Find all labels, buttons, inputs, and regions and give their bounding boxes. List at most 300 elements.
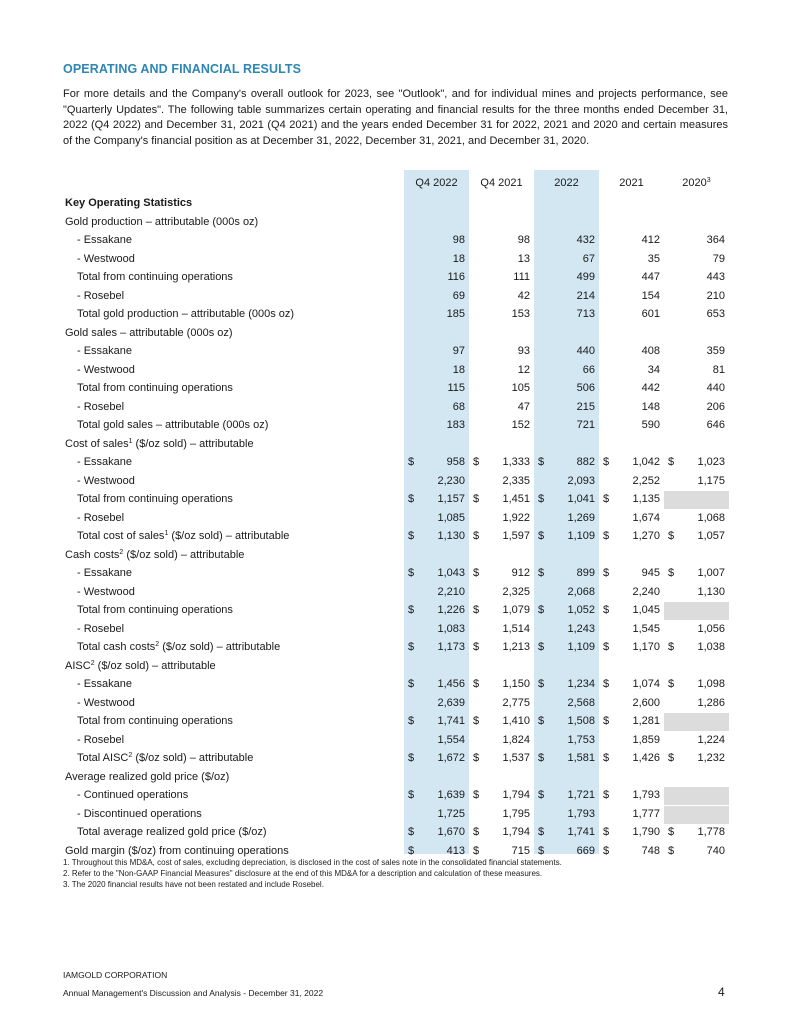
cell-value: 1,672 bbox=[437, 752, 465, 764]
column-header bbox=[469, 177, 534, 189]
currency-symbol: $ bbox=[473, 567, 480, 579]
value-cell bbox=[664, 530, 729, 545]
value-cell bbox=[404, 734, 469, 749]
cell-value: 506 bbox=[576, 382, 595, 394]
cell-value: 412 bbox=[641, 234, 660, 246]
empty-cell bbox=[664, 713, 729, 731]
table-row bbox=[63, 565, 730, 584]
value-cell bbox=[404, 456, 469, 471]
cell-value: 1,554 bbox=[437, 733, 465, 746]
cell-value: 1,597 bbox=[502, 530, 530, 542]
row-label-text: - Rosebel bbox=[77, 511, 125, 524]
value-cell bbox=[664, 253, 729, 268]
row-label bbox=[65, 660, 216, 672]
currency-symbol: $ bbox=[603, 789, 610, 801]
row-label-text: - Westwood bbox=[77, 585, 135, 598]
cell-value: 1,130 bbox=[437, 530, 465, 542]
cell-value: 1,083 bbox=[437, 622, 465, 635]
footnote-2: 2. Refer to the "Non-GAAP Financial Measures" disclosure at the end of this MD&A for a description and calculation of these measures. bbox=[63, 869, 543, 878]
row-label bbox=[77, 752, 253, 764]
value-cell bbox=[664, 308, 729, 323]
value-cell bbox=[599, 845, 664, 860]
cell-value: 1,778 bbox=[697, 826, 725, 838]
cell-value: 105 bbox=[511, 382, 530, 394]
cell-value: 1,286 bbox=[697, 696, 725, 709]
value-cell bbox=[664, 697, 729, 712]
cell-value: 34 bbox=[647, 363, 660, 376]
cell-value: 2,775 bbox=[502, 696, 530, 709]
currency-symbol: $ bbox=[603, 752, 610, 764]
row-label bbox=[77, 789, 188, 801]
value-cell bbox=[664, 401, 729, 416]
row-label-text: Gold margin ($/oz) from continuing operations bbox=[65, 844, 289, 857]
row-label bbox=[77, 678, 132, 690]
cell-value: 1,085 bbox=[437, 511, 465, 524]
value-cell bbox=[469, 419, 534, 434]
footnote-marker: 2 bbox=[155, 641, 160, 648]
row-label-text: Gold sales – attributable (000s oz) bbox=[65, 326, 233, 339]
cell-value: 1,234 bbox=[567, 678, 595, 690]
cell-value: 2,568 bbox=[567, 696, 595, 709]
value-cell bbox=[404, 364, 469, 379]
value-cell bbox=[469, 641, 534, 656]
cell-value: 1,135 bbox=[632, 493, 660, 505]
table-row bbox=[63, 824, 730, 843]
cell-value: 882 bbox=[576, 456, 595, 468]
footnote-marker: 3 bbox=[706, 177, 711, 184]
currency-symbol: $ bbox=[538, 715, 545, 727]
cell-value: 1,674 bbox=[632, 511, 660, 524]
cell-value: 206 bbox=[706, 400, 725, 413]
value-cell bbox=[469, 715, 534, 730]
table-row bbox=[63, 602, 730, 621]
value-cell bbox=[599, 308, 664, 323]
table-row bbox=[63, 269, 730, 288]
currency-symbol: $ bbox=[668, 456, 675, 468]
cell-value: 590 bbox=[641, 419, 660, 431]
row-label-text: Key Operating Statistics bbox=[65, 197, 193, 209]
row-label-text: Total gold sales – attributable (000s oz) bbox=[77, 419, 269, 431]
value-cell bbox=[534, 678, 599, 693]
cell-value: 2,230 bbox=[437, 474, 465, 487]
column-header-label: Q4 2022 bbox=[415, 177, 458, 189]
cell-value: 18 bbox=[452, 363, 465, 376]
value-cell bbox=[469, 697, 534, 712]
currency-symbol: $ bbox=[408, 752, 415, 764]
cell-value: 1,043 bbox=[437, 567, 465, 579]
value-cell bbox=[404, 419, 469, 434]
row-label-text: - Rosebel bbox=[77, 733, 125, 746]
value-cell bbox=[664, 678, 729, 693]
cell-value: 79 bbox=[712, 252, 725, 265]
cell-value: 1,109 bbox=[567, 641, 595, 653]
currency-symbol: $ bbox=[668, 826, 675, 838]
value-cell bbox=[599, 623, 664, 638]
value-cell bbox=[534, 419, 599, 434]
cell-value: 2,240 bbox=[632, 585, 660, 598]
cell-value: 748 bbox=[641, 844, 660, 857]
table-row bbox=[63, 639, 730, 658]
value-cell bbox=[404, 345, 469, 360]
cell-value: 1,023 bbox=[697, 456, 725, 468]
currency-symbol: $ bbox=[668, 641, 675, 653]
value-cell bbox=[469, 623, 534, 638]
value-cell bbox=[469, 734, 534, 749]
value-cell bbox=[469, 308, 534, 323]
currency-symbol: $ bbox=[473, 715, 480, 727]
value-cell bbox=[664, 512, 729, 527]
cell-value: 1,670 bbox=[437, 826, 465, 838]
row-label bbox=[77, 697, 135, 709]
cell-value: 1,426 bbox=[632, 752, 660, 764]
row-label-suffix: ($/oz sold) – attributable bbox=[168, 530, 290, 542]
row-label-text: Total from continuing operations bbox=[77, 715, 233, 727]
cell-value: 912 bbox=[511, 567, 530, 579]
table-row bbox=[63, 343, 730, 362]
value-cell bbox=[404, 604, 469, 619]
value-cell bbox=[664, 567, 729, 582]
value-cell bbox=[664, 382, 729, 397]
cell-value: 1,270 bbox=[632, 530, 660, 542]
value-cell bbox=[664, 345, 729, 360]
value-cell bbox=[404, 308, 469, 323]
cell-value: 1,333 bbox=[502, 456, 530, 468]
cell-value: 1,056 bbox=[697, 622, 725, 635]
value-cell bbox=[664, 641, 729, 656]
cell-value: 1,042 bbox=[632, 456, 660, 468]
cell-value: 408 bbox=[641, 345, 660, 357]
row-label bbox=[77, 493, 233, 505]
value-cell bbox=[534, 530, 599, 545]
value-cell bbox=[404, 512, 469, 527]
currency-symbol: $ bbox=[603, 678, 610, 690]
table-row bbox=[63, 787, 730, 806]
row-label bbox=[77, 234, 132, 246]
row-label bbox=[77, 826, 267, 838]
value-cell bbox=[599, 401, 664, 416]
cell-value: 669 bbox=[576, 844, 595, 857]
currency-symbol: $ bbox=[408, 567, 415, 579]
cell-value: 42 bbox=[517, 289, 530, 302]
value-cell bbox=[404, 789, 469, 804]
currency-symbol: $ bbox=[668, 844, 675, 857]
table-row bbox=[63, 214, 730, 233]
value-cell bbox=[534, 382, 599, 397]
row-label bbox=[77, 715, 233, 727]
row-label-suffix: ($/oz sold) – attributable bbox=[94, 659, 216, 672]
value-cell bbox=[664, 456, 729, 471]
value-cell bbox=[404, 290, 469, 305]
currency-symbol: $ bbox=[408, 456, 415, 468]
table-row bbox=[63, 399, 730, 418]
value-cell bbox=[404, 530, 469, 545]
row-label-text: - Essakane bbox=[77, 456, 133, 468]
currency-symbol: $ bbox=[538, 678, 545, 690]
cell-value: 1,859 bbox=[632, 733, 660, 746]
currency-symbol: $ bbox=[473, 752, 480, 764]
row-label bbox=[77, 382, 233, 394]
currency-symbol: $ bbox=[538, 567, 545, 579]
value-cell bbox=[469, 512, 534, 527]
value-cell bbox=[599, 290, 664, 305]
value-cell bbox=[534, 641, 599, 656]
cell-value: 713 bbox=[576, 308, 595, 320]
value-cell bbox=[469, 789, 534, 804]
value-cell bbox=[599, 734, 664, 749]
value-cell bbox=[469, 364, 534, 379]
cell-value: 1,173 bbox=[437, 641, 465, 653]
column-header bbox=[534, 177, 599, 189]
cell-value: 1,045 bbox=[632, 604, 660, 616]
empty-cell bbox=[664, 491, 729, 509]
value-cell bbox=[534, 604, 599, 619]
cell-value: 958 bbox=[446, 456, 465, 468]
value-cell bbox=[599, 808, 664, 823]
cell-value: 2,210 bbox=[437, 585, 465, 598]
row-label bbox=[77, 271, 233, 283]
value-cell bbox=[599, 715, 664, 730]
value-cell bbox=[599, 752, 664, 767]
value-cell bbox=[404, 567, 469, 582]
cell-value: 1,795 bbox=[502, 807, 530, 820]
value-cell bbox=[664, 290, 729, 305]
currency-symbol: $ bbox=[538, 456, 545, 468]
cell-value: 35 bbox=[647, 252, 660, 265]
value-cell bbox=[534, 512, 599, 527]
row-label-text: - Discontinued operations bbox=[77, 807, 202, 820]
row-label-text: Total AISC bbox=[77, 752, 129, 764]
cell-value: 214 bbox=[576, 289, 595, 302]
currency-symbol: $ bbox=[408, 715, 415, 727]
value-cell bbox=[534, 808, 599, 823]
cell-value: 1,793 bbox=[632, 789, 660, 801]
value-cell bbox=[534, 734, 599, 749]
table-row bbox=[63, 713, 730, 732]
currency-symbol: $ bbox=[538, 493, 545, 505]
cell-value: 67 bbox=[582, 252, 595, 265]
row-label-text: - Rosebel bbox=[77, 289, 125, 302]
value-cell bbox=[404, 678, 469, 693]
table-row bbox=[63, 473, 730, 492]
row-label bbox=[65, 845, 289, 857]
column-header bbox=[664, 177, 729, 189]
footnote-1: 1. Throughout this MD&A, cost of sales, excluding depreciation, is disclosed in the cost of sales note in the consolidated financial statements. bbox=[63, 858, 562, 867]
value-cell bbox=[534, 364, 599, 379]
currency-symbol: $ bbox=[603, 641, 610, 653]
currency-symbol: $ bbox=[668, 678, 675, 690]
currency-symbol: $ bbox=[538, 530, 545, 542]
value-cell bbox=[534, 475, 599, 490]
value-cell bbox=[599, 678, 664, 693]
cell-value: 1,041 bbox=[567, 493, 595, 505]
column-header bbox=[404, 177, 469, 189]
cell-value: 715 bbox=[511, 844, 530, 857]
row-label bbox=[77, 456, 132, 468]
cell-value: 18 bbox=[452, 252, 465, 265]
value-cell bbox=[664, 752, 729, 767]
cell-value: 359 bbox=[706, 345, 725, 357]
value-cell bbox=[534, 456, 599, 471]
currency-symbol: $ bbox=[538, 752, 545, 764]
column-header-label: 2020 bbox=[682, 177, 707, 189]
table-row bbox=[63, 325, 730, 344]
cell-value: 1,410 bbox=[502, 715, 530, 727]
cell-value: 1,130 bbox=[697, 585, 725, 598]
cell-value: 1,074 bbox=[632, 678, 660, 690]
value-cell bbox=[404, 586, 469, 601]
row-label-text: Cost of sales bbox=[65, 437, 129, 450]
row-label bbox=[77, 623, 124, 635]
value-cell bbox=[404, 234, 469, 249]
row-label bbox=[77, 419, 268, 431]
value-cell bbox=[469, 808, 534, 823]
cell-value: 646 bbox=[706, 419, 725, 431]
cell-value: 1,007 bbox=[697, 567, 725, 579]
row-label bbox=[77, 512, 124, 524]
row-label-text: - Westwood bbox=[77, 696, 135, 709]
currency-symbol: $ bbox=[538, 641, 545, 653]
column-header-label: Q4 2021 bbox=[480, 177, 523, 189]
row-label bbox=[77, 290, 124, 302]
cell-value: 81 bbox=[712, 363, 725, 376]
value-cell bbox=[599, 419, 664, 434]
currency-symbol: $ bbox=[603, 844, 610, 857]
row-label-text: Average realized gold price ($/oz) bbox=[65, 770, 230, 783]
cell-value: 116 bbox=[447, 271, 465, 283]
row-label bbox=[77, 475, 135, 487]
row-label-suffix: ($/oz sold) – attributable bbox=[159, 641, 281, 653]
value-cell bbox=[599, 271, 664, 286]
value-cell bbox=[534, 308, 599, 323]
column-header-label: 2022 bbox=[554, 177, 579, 189]
currency-symbol: $ bbox=[473, 604, 480, 616]
row-label bbox=[77, 253, 135, 265]
cell-value: 1,790 bbox=[632, 826, 660, 838]
row-label-text: Total cash costs bbox=[77, 641, 156, 653]
currency-symbol: $ bbox=[538, 844, 545, 857]
cell-value: 154 bbox=[641, 289, 660, 302]
value-cell bbox=[599, 382, 664, 397]
footnote-marker: 1 bbox=[128, 437, 133, 445]
currency-symbol: $ bbox=[408, 604, 415, 616]
value-cell bbox=[599, 493, 664, 508]
cell-value: 1,537 bbox=[502, 752, 530, 764]
value-cell bbox=[664, 271, 729, 286]
value-cell bbox=[599, 364, 664, 379]
table-row bbox=[63, 288, 730, 307]
cell-value: 1,052 bbox=[567, 604, 595, 616]
currency-symbol: $ bbox=[473, 789, 480, 801]
cell-value: 13 bbox=[517, 252, 530, 265]
row-label bbox=[77, 734, 124, 746]
cell-value: 1,057 bbox=[697, 530, 725, 542]
page-number: 4 bbox=[718, 985, 725, 999]
table-row bbox=[63, 806, 730, 825]
footer-company: IAMGOLD CORPORATION bbox=[63, 970, 168, 980]
row-label bbox=[65, 771, 229, 783]
cell-value: 1,224 bbox=[697, 733, 725, 746]
table-row bbox=[63, 769, 730, 788]
row-label-text: Total from continuing operations bbox=[77, 604, 233, 616]
row-label-suffix: ($/oz sold) – attributable bbox=[123, 548, 245, 561]
row-label-text: - Westwood bbox=[77, 252, 135, 265]
row-label bbox=[77, 808, 202, 820]
cell-value: 413 bbox=[446, 844, 465, 857]
cell-value: 1,824 bbox=[502, 733, 530, 746]
value-cell bbox=[404, 808, 469, 823]
currency-symbol: $ bbox=[603, 493, 610, 505]
value-cell bbox=[599, 475, 664, 490]
currency-symbol: $ bbox=[603, 604, 610, 616]
value-cell bbox=[599, 641, 664, 656]
cell-value: 1,514 bbox=[502, 622, 530, 635]
row-label bbox=[77, 567, 132, 579]
cell-value: 1,725 bbox=[437, 807, 465, 820]
row-label bbox=[77, 364, 135, 376]
cell-value: 1,721 bbox=[567, 789, 595, 801]
value-cell bbox=[534, 271, 599, 286]
cell-value: 68 bbox=[452, 400, 465, 413]
cell-value: 1,098 bbox=[697, 678, 725, 690]
value-cell bbox=[599, 345, 664, 360]
value-cell bbox=[469, 234, 534, 249]
currency-symbol: $ bbox=[408, 530, 415, 542]
value-cell bbox=[534, 697, 599, 712]
cell-value: 499 bbox=[576, 271, 595, 283]
value-cell bbox=[469, 271, 534, 286]
value-cell bbox=[599, 697, 664, 712]
value-cell bbox=[599, 530, 664, 545]
cell-value: 1,922 bbox=[502, 511, 530, 524]
cell-value: 1,175 bbox=[697, 474, 725, 487]
table-row bbox=[63, 232, 730, 251]
table-row bbox=[63, 454, 730, 473]
cell-value: 1,794 bbox=[502, 789, 530, 801]
value-cell bbox=[469, 475, 534, 490]
table-row bbox=[63, 695, 730, 714]
cell-value: 210 bbox=[706, 289, 725, 302]
cell-value: 1,269 bbox=[567, 511, 595, 524]
currency-symbol: $ bbox=[408, 826, 415, 838]
cell-value: 443 bbox=[706, 271, 725, 283]
value-cell bbox=[404, 641, 469, 656]
cell-value: 2,325 bbox=[502, 585, 530, 598]
value-cell bbox=[404, 271, 469, 286]
intro-paragraph: For more details and the Company's overall outlook for 2023, see "Outlook", and for individual mines and projects performance, see "Quarterly Updates". The following table summarizes certain operating and financial results for the three months ended December 31, 2022 (Q4 2022) and December 31, 2021 (Q4 2021) and the years ended December 31 for 2022, 2021 and 2020 and certain measures of the Company's financial position as at December 31, 2022, December 31, 2021, and December 31, 2020. bbox=[63, 88, 728, 147]
currency-symbol: $ bbox=[538, 789, 545, 801]
table-row bbox=[63, 251, 730, 270]
currency-symbol: $ bbox=[473, 530, 480, 542]
cell-value: 215 bbox=[576, 400, 595, 413]
row-label bbox=[65, 197, 192, 209]
currency-symbol: $ bbox=[473, 456, 480, 468]
value-cell bbox=[404, 253, 469, 268]
cell-value: 1,741 bbox=[437, 715, 465, 727]
value-cell bbox=[599, 456, 664, 471]
table-row bbox=[63, 380, 730, 399]
column-header bbox=[599, 177, 664, 189]
cell-value: 740 bbox=[706, 844, 725, 857]
cell-value: 185 bbox=[446, 308, 465, 320]
currency-symbol: $ bbox=[603, 530, 610, 542]
row-label-text: Total from continuing operations bbox=[77, 382, 233, 394]
currency-symbol: $ bbox=[473, 826, 480, 838]
currency-symbol: $ bbox=[408, 844, 415, 857]
value-cell bbox=[469, 752, 534, 767]
cell-value: 440 bbox=[576, 345, 595, 357]
currency-symbol: $ bbox=[668, 752, 675, 764]
cell-value: 2,335 bbox=[502, 474, 530, 487]
